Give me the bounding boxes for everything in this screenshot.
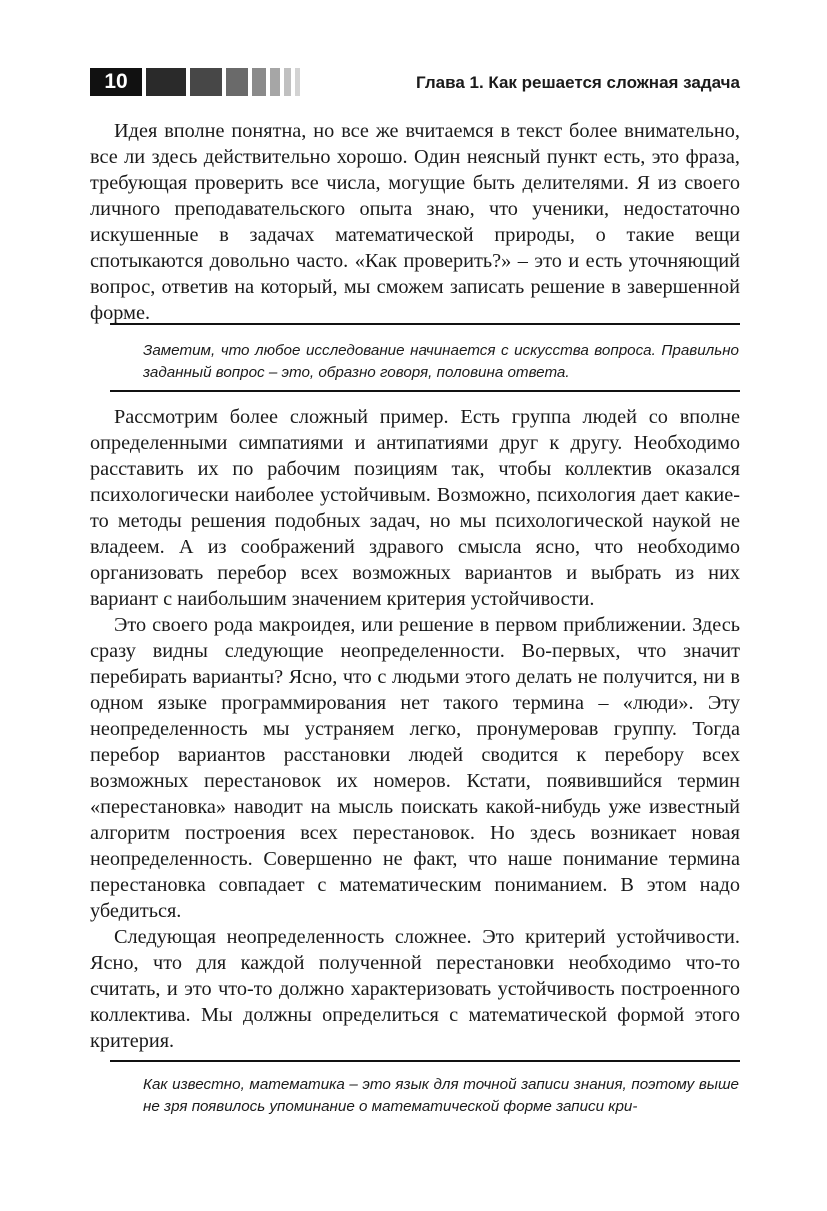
section-1	[90, 118, 740, 326]
header-bar-7	[295, 68, 300, 96]
paragraph: Идея вполне понятна, но все же вчитаемся в текст более внимательно, все ли здесь действительно хорошо. Один неясный пункт есть, это фраза, требующая проверить все числа, могущие быть делителями. Я из своего личного преподавательского опыта знаю, что ученики, недостаточно искушенные в задачах математической природы, о такие вещи спотыкаются довольно часто. «Как проверить?» – это и есть уточняющий вопрос, ответив на который, мы сможем записать решение в завершенной форме.	[90, 120, 740, 324]
paragraph: Следующая неопределенность сложнее. Это критерий устойчивости. Ясно, что для каждой полученной перестановки необходимо что-то считать, и это что-то должно характеризовать устойчивость построенного коллектива. Мы должны определиться с математической формой этого критерия.	[90, 926, 740, 1052]
note-2	[143, 1074, 739, 1118]
section-2	[90, 404, 740, 1054]
header-bar-2	[190, 68, 222, 96]
header-bar-1	[146, 68, 186, 96]
note-top-rule	[110, 1060, 740, 1062]
page-header	[90, 68, 740, 96]
header-bar-3	[226, 68, 248, 96]
note-top-rule	[110, 323, 740, 325]
paragraph: Это своего рода макроидея, или решение в первом приближении. Здесь сразу видны следующие неопределенности. Во-первых, что значит перебирать варианты? Ясно, что с людьми этого делать не получится, ни в одном языке программирования нет такого термина – «люди». Эту неопределенность мы устраняем легко, пронумеровав группу. Тогда перебор вариантов расстановки людей сводится к перебору всех возможных перестановок их номеров. Кстати, появившийся термин «перестановка» наводит на мысль поискать какой-нибудь уже известный алгоритм построения всех перестановок. Но здесь возникает новая неопределенность. Совершенно не факт, что наше понимание термина перестановка совпадает с математическим пониманием. В этом надо убедиться.	[90, 614, 740, 922]
header-bar-5	[270, 68, 280, 96]
header-bar-6	[284, 68, 291, 96]
note-text: Заметим, что любое исследование начинается с искусства вопроса. Правильно заданный вопрос – это, образно говоря, половина ответа.	[143, 342, 739, 381]
header-bar-4	[252, 68, 266, 96]
chapter-title: Глава 1. Как решается сложная задача	[416, 73, 740, 92]
page-number: 10	[90, 68, 142, 96]
paragraph: Рассмотрим более сложный пример. Есть группа людей со вполне определенными симпатиями и антипатиями друг к другу. Необходимо расставить их по рабочим позициям так, чтобы коллектив оказался психологически наиболее устойчивым. Возможно, психология дает какие-то методы решения подобных задач, но мы психологической наукой не владеем. А из соображений здравого смысла ясно, что необходимо организовать перебор всех возможных вариантов и выбрать из них вариант с наибольшим значением критерия устойчивости.	[90, 406, 740, 610]
note-1	[143, 340, 739, 384]
note-text: Как известно, математика – это язык для точной записи знания, поэтому выше не зря появилось упоминание о математической форме записи кри-	[143, 1076, 739, 1115]
note-bottom-rule	[110, 390, 740, 392]
